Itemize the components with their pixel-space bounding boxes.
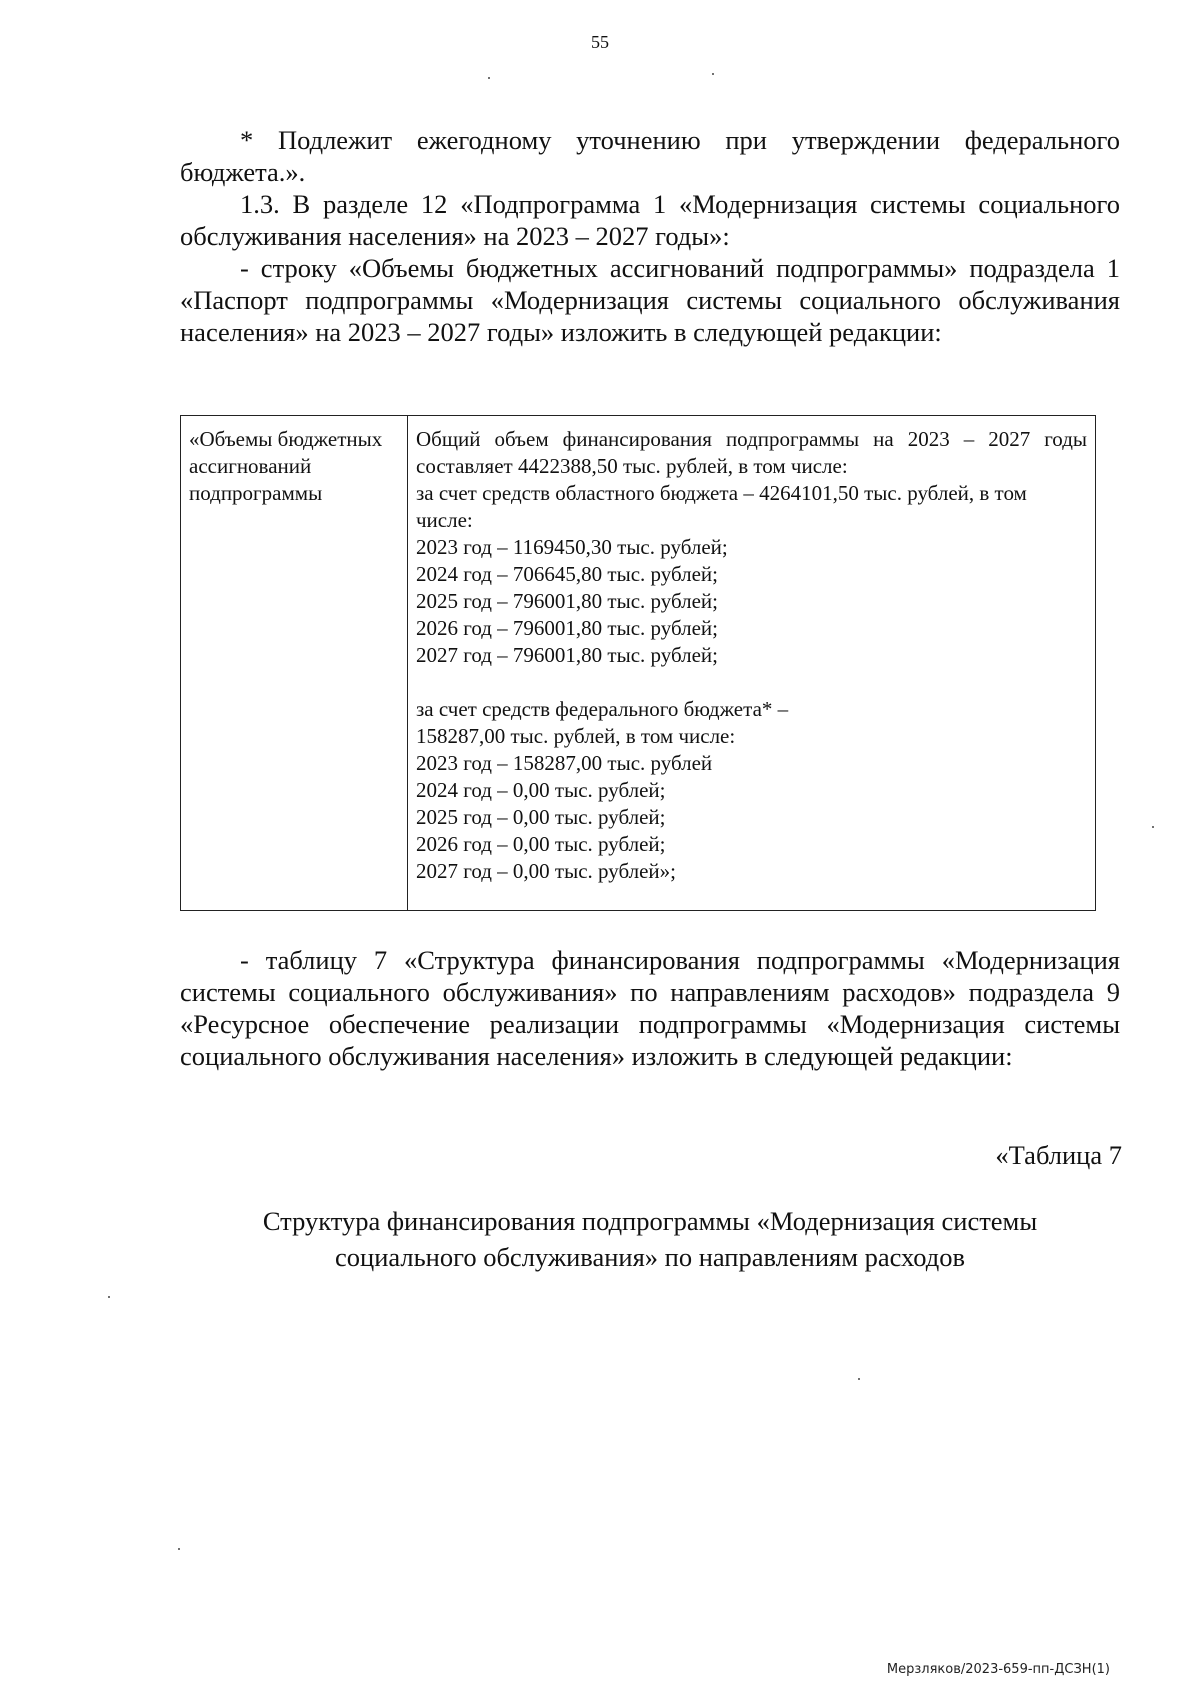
section-paragraph: 1.3. В разделе 12 «Подпрограмма 1 «Модернизация системы социального обслуживания населения» на 2023 – 2027 годы»: (180, 189, 1120, 251)
regional-year-line: 2023 год – 1169450,30 тыс. рублей; (416, 535, 728, 559)
federal-intro: за счет средств федерального бюджета* – (416, 697, 789, 721)
federal-year-line: 2024 год – 0,00 тыс. рублей; (416, 778, 666, 802)
federal-year-line: 2027 год – 0,00 тыс. рублей»; (416, 859, 677, 883)
spacer (416, 669, 1087, 696)
label-text: «Объемы бюджетных ассигнований подпрограммы (189, 427, 383, 505)
federal-year-line: 2025 год – 0,00 тыс. рублей; (416, 805, 666, 829)
federal-year-line: 2023 год – 158287,00 тыс. рублей (416, 751, 713, 775)
scan-speck (178, 1548, 180, 1550)
passport-table (180, 415, 1096, 911)
total-text: Общий объем финансирования подпрограммы на 2023 – 2027 годы составляет 4422388,50 тыс. рублей, в том числе: (416, 427, 1087, 478)
table-row (181, 416, 1096, 911)
document-id: Мерзляков/2023-659-пп-ДСЗН(1) (886, 1662, 1110, 1677)
regional-intro: за счет средств областного бюджета – 4264101,50 тыс. рублей, в том числе: (416, 481, 1027, 532)
label-cell (181, 416, 408, 911)
scan-speck (108, 1296, 110, 1298)
scan-speck (712, 73, 714, 75)
page-number: 55 (591, 32, 609, 52)
federal-intro: 158287,00 тыс. рублей, в том числе: (416, 724, 736, 748)
table-title-line: социального обслуживания» по направлениям расходов (335, 1242, 965, 1272)
regional-year-line: 2024 год – 706645,80 тыс. рублей; (416, 562, 719, 586)
regional-year-line: 2027 год – 796001,80 тыс. рублей; (416, 643, 719, 667)
scan-speck (488, 77, 490, 79)
value-cell (408, 416, 1096, 911)
instruction-paragraph: - таблицу 7 «Структура финансирования подпрограммы «Модернизация системы социального обслуживания» по направлениям расходов» подраздела 9 «Ресурсное обеспечение реализации подпрограммы «Модернизация системы социального обслуживания населения» изложить в следующей редакции: (180, 945, 1120, 1071)
instruction-paragraph: - строку «Объемы бюджетных ассигнований подпрограммы» подраздела 1 «Паспорт подпрограммы «Модернизация системы социального обслуживания населения» на 2023 – 2027 годы» изложить в следующей редакции: (180, 253, 1120, 347)
table-title-line: Структура финансирования подпрограммы «Модернизация системы (262, 1206, 1038, 1236)
table-caption: «Таблица 7 (995, 1140, 1122, 1170)
regional-year-line: 2026 год – 796001,80 тыс. рублей; (416, 616, 719, 640)
federal-year-line: 2026 год – 0,00 тыс. рублей; (416, 832, 666, 856)
scan-speck (858, 1378, 860, 1380)
scan-speck (1152, 826, 1154, 828)
footnote-paragraph: * Подлежит ежегодному уточнению при утверждении федерального бюджета.». (180, 125, 1120, 187)
table-title (180, 1203, 1120, 1275)
intro-text-block (180, 124, 1120, 348)
lower-text-block (180, 944, 1120, 1072)
regional-year-line: 2025 год – 796001,80 тыс. рублей; (416, 589, 719, 613)
